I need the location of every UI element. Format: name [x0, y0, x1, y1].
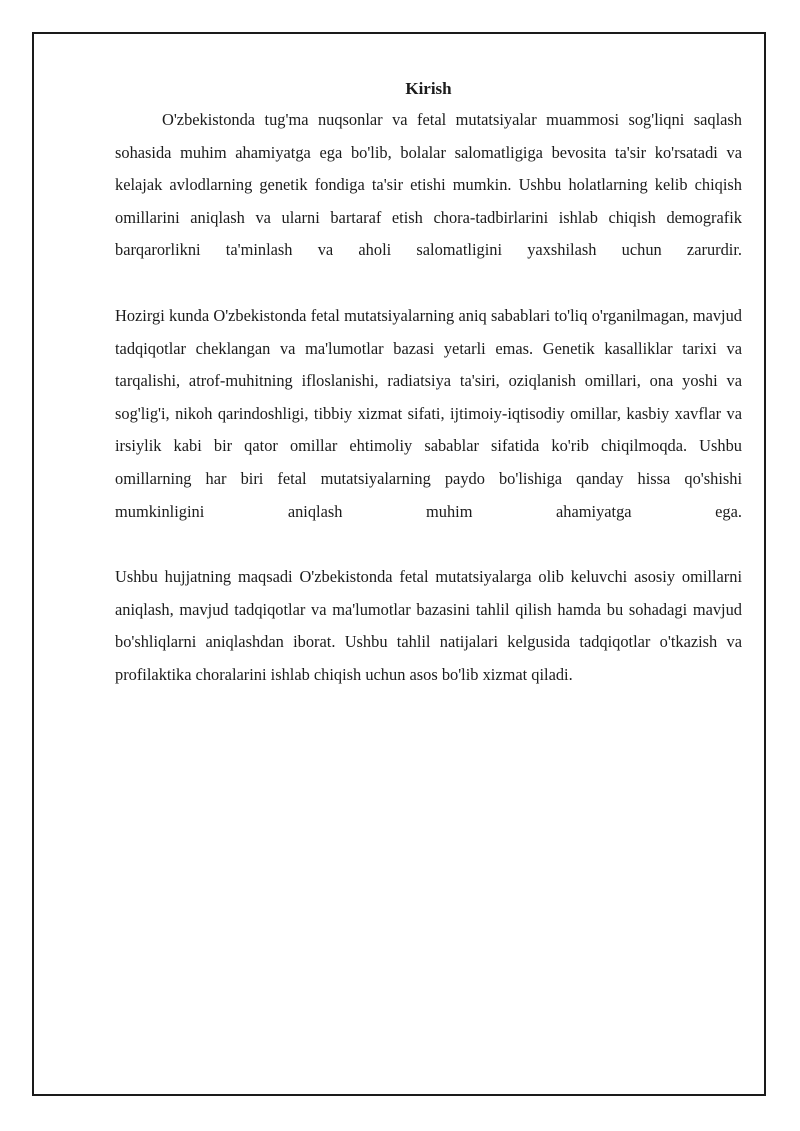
paragraph-2: Hozirgi kunda O'zbekistonda fetal mutatsiyalarning aniq sabablari to'liq o'rganilmagan, mavjud tadqiqotlar cheklangan va ma'lumotlar bazasi yetarli emas. Genetik kasalliklar tarixi va tarqalishi, atrof-muhitning ifloslanishi, radiatsiya ta'siri, oziqlanish omillari, ona yoshi va sog'lig'i, nikoh qarindoshligi, tibbiy xizmat sifati, ijtimoiy-iqtisodiy omillar, kasbiy xavflar va irsiylik kabi bir qator omillar ehtimoliy sabablar sifatida ko'rib chiqilmoqda. Ushbu omillarning har biri fetal mutatsiyalarning paydo bo'lishiga qanday hissa qo'shishi mumkinligini aniqlash muhim ahamiyatga ega. [115, 305, 742, 521]
paragraph-3: Ushbu hujjatning maqsadi O'zbekistonda fetal mutatsiyalarga olib keluvchi asosiy omillarni aniqlash, mavjud tadqiqotlar va ma'lumotlar bazasini tahlil qilish hamda bu sohadagi mavjud bo'shliqlarni aniqlashdan iborat. Ushbu tahlil natijalari kelgusida tadqiqotlar o'tkazish va profilaktika choralarini ishlab chiqish uchun asos bo'lib xizmat qiladi. [115, 567, 742, 684]
paragraph-1: O'zbekistonda tug'ma nuqsonlar va fetal mutatsiyalar muammosi sog'liqni saqlash sohasida muhim ahamiyatga ega bo'lib, bolalar salomatligiga bevosita ta'sir ko'rsatadi va kelajak avlodlarning genetik fondiga ta'sir etishi mumkin. Ushbu holatlarning kelib chiqish omillarini aniqlash va ularni bartaraf etish chora-tadbirlarini ishlab chiqish demografik barqarorlikni ta'minlash va aholi salomatligini yaxshilash uchun zarurdir. [115, 110, 742, 260]
document-title: Kirish [405, 79, 452, 98]
document-body [115, 74, 742, 725]
